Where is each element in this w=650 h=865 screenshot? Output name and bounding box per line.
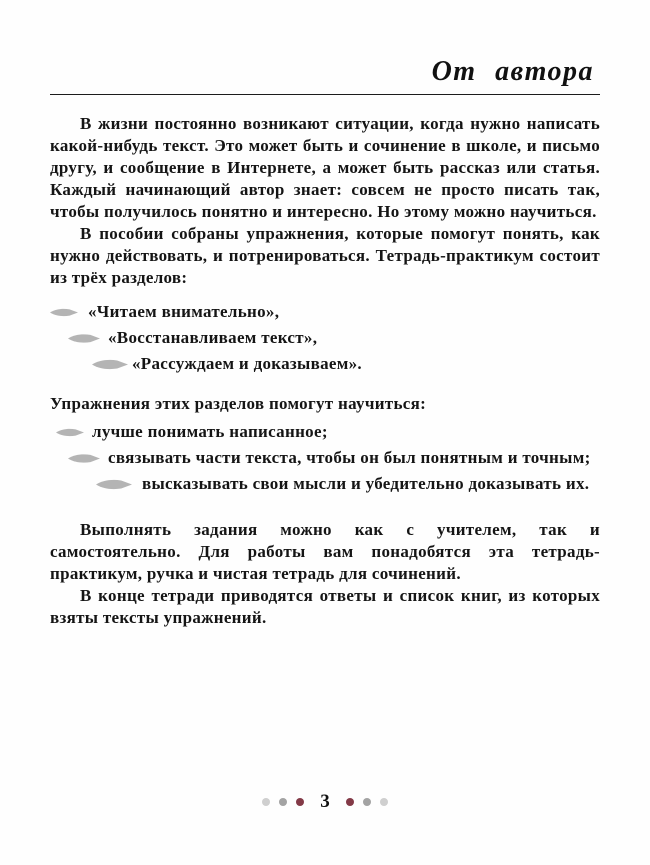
list-item-text: лучше понимать написанное; — [92, 422, 328, 441]
paragraph-manual: В пособии собраны упражнения, которые помогут понять, как нужно действовать, и потренироваться. Тетрадь-практикум состоит из трёх разделов: — [50, 224, 600, 287]
paragraph-closing-2: В конце тетради приводятся ответы и список книг, из которых взяты тексты упражнений. — [50, 586, 600, 627]
sections-list — [50, 301, 600, 375]
list-item-skill-3 — [50, 473, 600, 495]
list-item-text: высказывать свои мысли и убедительно доказывать их. — [142, 474, 590, 493]
footer-dot-icon — [262, 798, 270, 806]
page-number: 3 — [320, 791, 330, 812]
footer-dot-icon — [380, 798, 388, 806]
arrow-bullet-icon — [96, 478, 132, 491]
list-item-skill-1 — [50, 421, 600, 443]
list-item-text: связывать части текста, чтобы он был понятным и точным; — [108, 448, 591, 467]
list-item-section-2 — [50, 327, 600, 349]
arrow-bullet-icon — [68, 332, 100, 345]
footer-dot-icon — [346, 798, 354, 806]
list-item-text: «Рассуждаем и доказываем». — [132, 354, 362, 373]
arrow-bullet-icon — [92, 358, 128, 371]
spacer — [50, 503, 600, 519]
paragraph-skills-intro: Упражнения этих разделов помогут научиться: — [50, 394, 427, 413]
skills-list — [50, 421, 600, 495]
paragraph-intro: В жизни постоянно возникают ситуации, когда нужно написать какой-нибудь текст. Это может быть и сочинение в школе, и письмо другу, и сообщение в Интернете, а может быть рассказ или статья. Каждый начинающий автор знает: совсем не просто писать так, чтобы получилось понятно и интересно. Но этому можно научиться. — [50, 114, 600, 221]
list-item-section-1 — [50, 301, 600, 323]
footer-dot-icon — [279, 798, 287, 806]
spacer — [50, 289, 600, 295]
list-item-skill-2 — [50, 447, 600, 469]
page-footer — [0, 791, 650, 813]
list-item-text: «Читаем внимательно», — [88, 302, 280, 321]
paragraph-closing-1: Выполнять задания можно как с учителем, так и самостоятельно. Для работы вам понадобятся эта тетрадь-практикум, ручка и чистая тетрадь для сочинений. — [50, 520, 600, 583]
arrow-bullet-icon — [68, 452, 100, 465]
list-item-text: «Восстанавливаем текст», — [108, 328, 318, 347]
page-title: От автора — [431, 56, 594, 87]
list-item-section-3 — [50, 353, 600, 375]
footer-dot-icon — [296, 798, 304, 806]
spacer — [50, 383, 600, 393]
arrow-bullet-icon — [56, 426, 84, 439]
footer-dot-icon — [363, 798, 371, 806]
arrow-bullet-icon — [50, 306, 78, 319]
heading-rule — [50, 94, 600, 95]
